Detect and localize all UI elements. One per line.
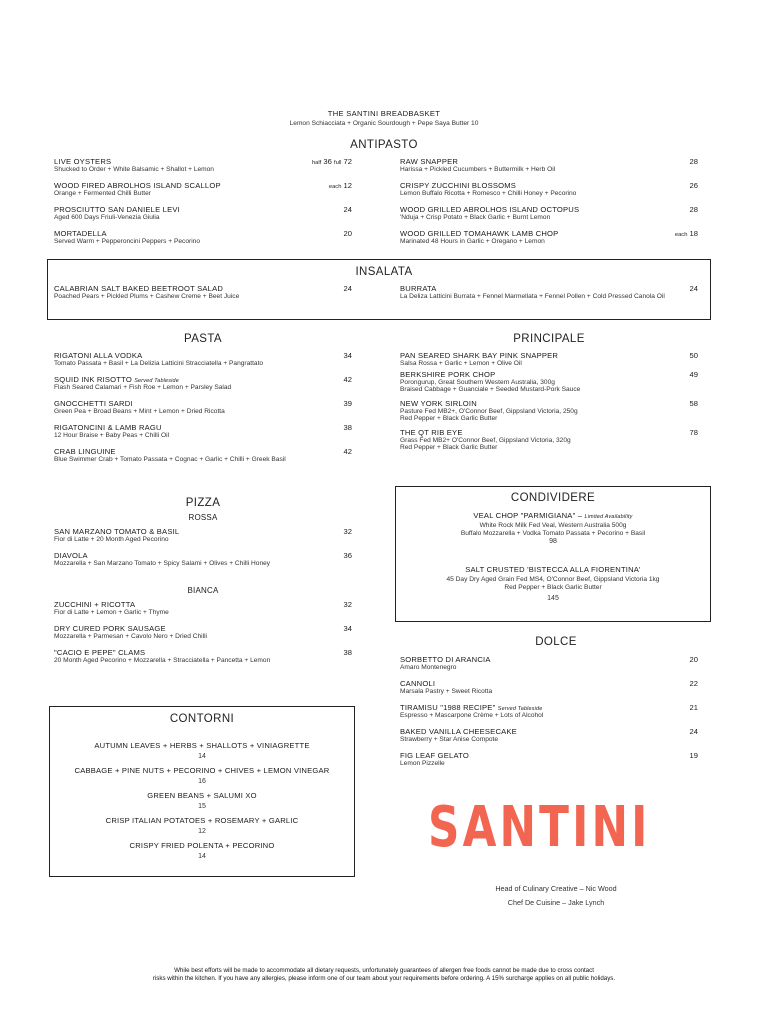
contorni-item [49,841,355,860]
item-name [54,648,352,657]
price-value: 42 [343,375,352,384]
price-value: 19 [689,751,698,760]
menu-item [400,727,698,743]
insalata-item-beetroot [54,284,352,300]
item-desc: Marinated 48 Hours in Garlic + Oregano + Lemon [400,238,545,245]
price-value: 32 [343,527,352,536]
item-name-text: CRISPY ZUCCHINI BLOSSOMS [400,181,517,190]
item-desc: Fior di Latte + Lemon + Garlic + Thyme [54,609,169,616]
price-value: 38 [343,423,352,432]
item-name-text: PAN SEARED SHARK BAY PINK SNAPPER [400,351,559,360]
item-name-text: ZUCCHINI + RICOTTA [54,600,136,609]
menu-item [54,527,352,543]
menu-item [400,655,698,671]
contorni-item-name: AUTUMN LEAVES + HERBS + SHALLOTS + VINIAGRETTE [94,741,310,750]
item-desc: Harissa + Pickled Cucumbers + Buttermilk + Herb Oil [400,166,556,173]
item-name-text: DRY CURED PORK SAUSAGE [54,624,166,633]
menu-item [400,679,698,695]
menu-item [400,370,698,393]
item-desc: Amaro Montenegro [400,664,457,671]
contorni-item-price: 14 [198,853,206,860]
price-value: 34 [343,624,352,633]
veal-price: 98 [549,538,557,545]
menu-item [54,375,352,391]
item-name: BURRATA [400,284,437,293]
item-desc: Blue Swimmer Crab + Tomato Passata + Cognac + Garlic + Chilli + Greek Basil [54,456,286,463]
item-desc: Green Pea + Broad Beans + Mint + Lemon + Dried Ricotta [54,408,225,415]
item-name [54,181,352,190]
item-desc: Lemon Buffalo Ricotta + Romesco + Chilli Honey + Pecorino [400,190,577,197]
menu-item [400,703,698,719]
item-name-text: GNOCCHETTI SARDI [54,399,133,408]
item-desc: Shucked to Order + White Balsamic + Shallot + Lemon [54,166,214,173]
menu-item [54,351,352,367]
item-name [54,375,352,384]
item-note: Served Tableside [497,706,543,712]
contorni-item [49,766,355,785]
item-desc: Orange + Fermented Chilli Butter [54,190,151,197]
item-name [54,527,352,536]
price-prefix: each [674,232,688,238]
condividere-veal [395,511,711,545]
item-name-text: CRAB LINGUINE [54,447,116,456]
item-price [690,351,698,360]
principale-title: PRINCIPALE [513,333,585,345]
item-price [690,157,698,166]
item-name [400,655,698,664]
item-desc: Fior di Latte + 20 Month Aged Pecorino [54,536,169,543]
item-price [344,423,352,432]
item-name [400,727,698,736]
item-name [400,229,698,238]
item-price [344,375,352,384]
price-value-2: 72 [343,157,352,166]
price-value: 18 [689,229,698,238]
item-price [690,751,698,760]
item-desc-2: Red Pepper + Black Garlic Butter [400,444,498,451]
contorni-item-price: 14 [198,753,206,760]
item-name-text: RIGATONCINI & LAMB RAGU [54,423,162,432]
item-name [54,351,352,360]
item-name-text: WOOD GRILLED TOMAHAWK LAMB CHOP [400,229,559,238]
item-name-text: MORTADELLA [54,229,107,238]
bistecca-line1: 45 Day Dry Aged Grain Fed MS4, O'Connor Beef, Gippsland Victoria 1kg [446,576,660,583]
item-price [690,655,698,664]
allergen-footer [0,967,768,983]
item-name [54,205,352,214]
condividere-title: CONDIVIDERE [510,492,596,504]
insalata-title: INSALATA [355,266,413,278]
menu-item [400,399,698,422]
item-name [400,679,698,688]
item-name-text: "CACIO E PEPE" CLAMS [54,648,146,657]
item-name-text: SQUID INK RISOTTO [54,375,132,384]
item-price [344,527,352,536]
price-value: 28 [689,205,698,214]
item-desc-2: Red Pepper + Black Garlic Butter [400,415,498,422]
menu-item [400,428,698,451]
breadbasket-desc: Lemon Schiacciata + Organic Sourdough + Pepe Saya Butter 10 [289,120,479,127]
menu-item [54,551,352,567]
item-name [400,399,698,408]
item-name-text: TIRAMISU "1988 RECIPE" [400,703,496,712]
price-prefix: each [328,184,342,190]
menu-item [54,648,352,664]
item-desc: Strawberry + Star Anise Compote [400,736,499,743]
price-value: 58 [689,399,698,408]
menu-item [54,205,352,221]
price-value: 39 [343,399,352,408]
item-name [400,205,698,214]
footer-line2: risks within the kitchen. If you have any allergies, please inform one of our team about your requirements before ordering. A 15% surcharge applies on all public holidays. [152,975,616,982]
item-name-text: PROSCIUTTO SAN DANIELE LEVI [54,205,180,214]
item-name [400,157,698,166]
bistecca-line2: Red Pepper + Black Garlic Butter [504,584,602,591]
contorni-item-price: 16 [198,778,206,785]
item-name-text: SAN MARZANO TOMATO & BASIL [54,527,180,536]
item-price [690,727,698,736]
item-desc: Served Warm + Pepperoncini Peppers + Pecorino [54,238,200,245]
item-price [690,181,698,190]
item-price [690,370,698,379]
item-desc: Mozzarella + Parmesan + Cavolo Nero + Dried Chilli [54,633,208,640]
item-desc: Lemon Pizzelle [400,760,445,767]
credit-culinary: Head of Culinary Creative – Nic Wood [495,884,617,893]
menu-item [54,229,352,245]
bistecca-name: SALT CRUSTED 'BISTECCA ALLA FIORENTINA' [465,565,641,574]
veal-line2: Buffalo Mozzarella + Vodka Tomato Passata + Pecorino + Basil [460,530,646,537]
price-value: 32 [343,600,352,609]
price-value: 49 [689,370,698,379]
price-value: 20 [343,229,352,238]
menu-item [400,205,698,221]
item-desc: Espresso + Mascarpone Crème + Lots of Alcohol [400,712,544,719]
item-name [400,703,698,712]
price-value: 26 [689,181,698,190]
veal-line1: White Rock Milk Fed Veal, Western Australia 500g [479,522,627,529]
item-desc: 12 Hour Braise + Baby Peas + Chilli Oil [54,432,170,439]
item-price [344,551,352,560]
item-price [690,703,698,712]
item-price [344,229,352,238]
item-name [54,551,352,560]
condividere-bistecca [395,565,711,602]
price-value: 12 [343,181,352,190]
antipasto-title: ANTIPASTO [350,139,418,151]
breadbasket-title: THE SANTINI BREADBASKET [327,109,441,118]
insalata-item-burrata [400,284,698,300]
menu-item [54,423,352,439]
item-name-text: LIVE OYSTERS [54,157,112,166]
item-name [400,181,698,190]
price-value: 24 [343,205,352,214]
item-desc: Aged 600 Days Friuli-Venezia Giulia [54,214,160,221]
item-desc: La Deliza Latticini Burrata + Fennel Marmellata + Fennel Pollen + Cold Pressed Canola Oil [400,293,665,300]
item-desc: Poached Pears + Pickled Plums + Cashew Creme + Beet Juice [54,293,240,300]
contorni-item-name: CABBAGE + PINE NUTS + PECORINO + CHIVES + LEMON VINEGAR [74,766,330,775]
item-price [690,679,698,688]
item-name-text: DIAVOLA [54,551,88,560]
item-price [344,351,352,360]
item-name-text: RAW SNAPPER [400,157,459,166]
item-price [329,181,352,190]
contorni-item [49,741,355,760]
item-name [54,447,352,456]
santini-logo: SANTINI [428,795,651,860]
item-price [344,399,352,408]
footer-line1: While best efforts will be made to accommodate all dietary requests, unfortunately guarantees of allergen free foods cannot be made due to cross contact [174,967,594,974]
item-name [54,624,352,633]
menu-item [400,181,698,197]
item-name [400,428,698,437]
item-price [344,624,352,633]
item-price [312,157,352,166]
item-name [54,423,352,432]
price-value: 24 [689,727,698,736]
item-price: 24 [689,284,698,293]
item-desc: Flash Seared Calamari + Fish Roe + Lemon + Parsley Salad [54,384,232,391]
price-value: 38 [343,648,352,657]
rossa-title: ROSSA [188,513,218,522]
contorni-item-name: CRISP ITALIAN POTATOES + ROSEMARY + GARLIC [105,816,299,825]
price-value: 28 [689,157,698,166]
item-desc: 'Nduja + Crisp Potato + Black Garlic + Burnt Lemon [400,214,551,221]
menu-item [400,229,698,245]
item-note: Served Tableside [134,378,179,384]
item-desc: Pasture Fed MB2+, O'Connor Beef, Gippsland Victoria, 250g [400,408,578,415]
price-value: 42 [343,447,352,456]
item-desc: Porongurup, Great Southern Western Australia, 300g [400,379,555,386]
item-name [54,600,352,609]
item-desc: Salsa Rossa + Garlic + Lemon + Olive Oil [400,360,522,367]
item-price [675,229,698,238]
price-value: 22 [689,679,698,688]
item-name-text: BERKSHIRE PORK CHOP [400,370,496,379]
price-prefix: half [311,160,322,166]
item-price [344,205,352,214]
price-value: 50 [689,351,698,360]
veal-note: Limited Availability [584,514,633,520]
price-value: 36 [323,157,332,166]
item-name [400,370,698,379]
price-value: 20 [689,655,698,664]
item-name [400,351,698,360]
item-price: 24 [343,284,352,293]
price-value: 36 [343,551,352,560]
contorni-item-name: GREEN BEANS + SALUMI XO [147,791,257,800]
item-desc: 20 Month Aged Pecorino + Mozzarella + Stracciatella + Pancetta + Lemon [54,657,271,664]
item-name-text: RIGATONI ALLA VODKA [54,351,143,360]
item-desc: Tomato Passata + Basil + La Delizia Latticini Stracciatella + Pangrattato [54,360,264,367]
menu-item [54,447,352,463]
item-name [400,751,698,760]
contorni-item-price: 12 [198,828,206,835]
contorni-item-name: CRISPY FRIED POLENTA + PECORINO [129,841,275,850]
menu-item [54,624,352,640]
item-name-text: WOOD GRILLED ABROLHOS ISLAND OCTOPUS [400,205,580,214]
item-name-text: FIG LEAF GELATO [400,751,469,760]
item-name-text: SORBETTO DI ARANCIA [400,655,491,664]
item-price [344,600,352,609]
contorni-item-price: 15 [198,803,206,810]
item-name [54,229,352,238]
menu-item [400,751,698,767]
menu-item [54,600,352,616]
item-name-text: WOOD FIRED ABROLHOS ISLAND SCALLOP [54,181,221,190]
item-name-text: CANNOLI [400,679,436,688]
veal-name: VEAL CHOP "PARMIGIANA" – [473,511,583,520]
item-desc-2: Braised Cabbage + Guanciale + Seeded Mustard-Pork Sauce [400,386,581,393]
item-name [54,399,352,408]
menu-item [400,157,698,173]
item-name-text: THE QT RIB EYE [400,428,463,437]
price-value: 78 [689,428,698,437]
item-desc: Marsala Pastry + Sweet Ricotta [400,688,493,695]
item-price [344,648,352,657]
contorni-item [49,791,355,810]
item-price [690,399,698,408]
contorni-item [49,816,355,835]
item-desc: Mozzarella + San Marzano Tomato + Spicy Salami + Olives + Chilli Honey [54,560,271,567]
bianca-title: BIANCA [187,586,219,595]
item-name-text: BAKED VANILLA CHEESECAKE [400,727,517,736]
item-price [690,428,698,437]
pasta-title: PASTA [184,333,222,345]
item-name: CALABRIAN SALT BAKED BEETROOT SALAD [54,284,224,293]
contorni-title: CONTORNI [169,713,235,725]
item-name-text: NEW YORK SIRLOIN [400,399,477,408]
price-value: 34 [343,351,352,360]
dolce-title: DOLCE [535,636,577,648]
menu-item [54,157,352,173]
item-price [690,205,698,214]
item-name [54,157,352,166]
menu-item [400,351,698,367]
pizza-title: PIZZA [185,497,221,509]
item-desc: Grass Fed MB2+ O'Connor Beef, Gippsland Victoria, 320g [400,437,571,444]
menu-item [54,399,352,415]
price-value: 21 [689,703,698,712]
price-prefix-2: full [334,160,342,166]
bistecca-price: 145 [547,595,559,602]
item-price [344,447,352,456]
credit-chef: Chef De Cuisine – Jake Lynch [507,898,605,907]
menu-item [54,181,352,197]
